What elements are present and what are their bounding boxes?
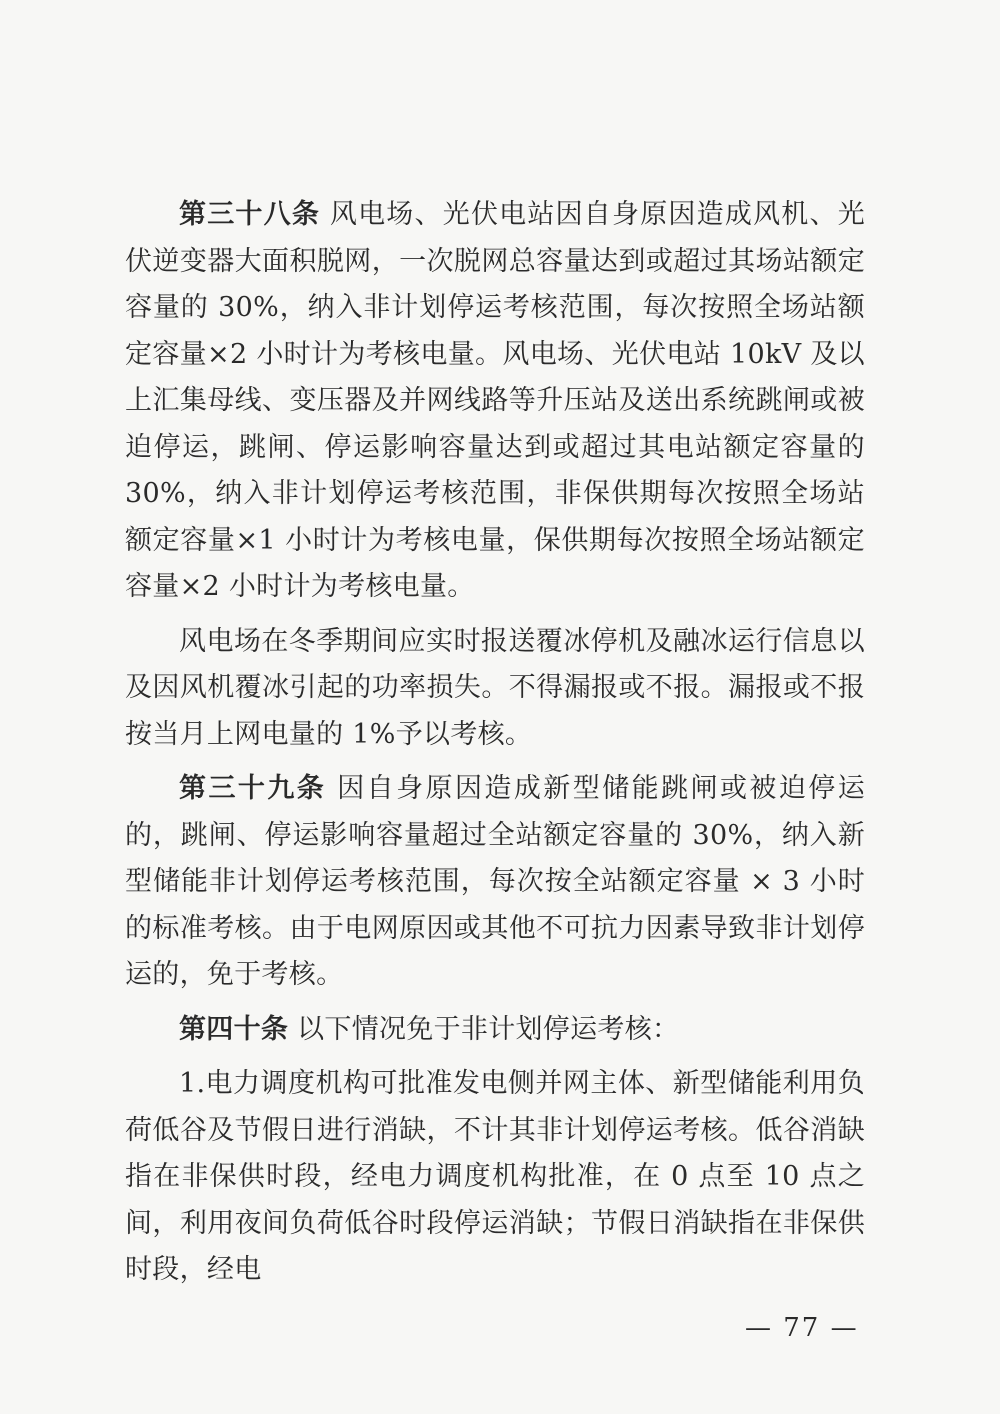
article-38-heading: 第三十八条: [179, 199, 321, 230]
article-39-gap: [326, 773, 337, 804]
article-38-body: 风电场、光伏电站因自身原因造成风机、光伏逆变器大面积脱网，一次脱网总容量达到或超过其场站额定容量的 30%，纳入非计划停运考核范围，每次按照全场站额定容量×2 小时计为考核电量。风电场、光伏电站 10kV 及以上汇集母线、变压器及并网线路等升压站及送出系统跳闸或被迫停运，跳闸、停运影响容量达到或超过其电站额定容量的 30%，纳入非计划停运考核范围，非保供期每次按照全场站额定容量×1 小时计为考核电量，保供期每次按照全场站额定容量×2 小时计为考核电量。: [125, 199, 866, 602]
article-40-paragraph: [125, 1007, 865, 1054]
article-40-gap: [288, 1014, 297, 1045]
article-39-paragraph: [125, 766, 865, 999]
article-39-heading: 第三十九条: [179, 773, 327, 804]
article-40-item-1: 1.电力调度机构可批准发电侧并网主体、新型储能利用负荷低谷及节假日进行消缺，不计其非计划停运考核。低谷消缺指在非保供时段，经电力调度机构批准，在 0 点至 10 点之间，利用夜间负荷低谷时段停运消缺；节假日消缺指在非保供时段，经电: [125, 1068, 865, 1285]
article-40-body: 以下情况免于非计划停运考核：: [297, 1013, 680, 1045]
article-38-gap: [320, 199, 330, 230]
article-38-paragraph: [125, 192, 865, 611]
article-40-heading: 第四十条: [179, 1013, 289, 1045]
page-number: — 77 —: [745, 1313, 859, 1343]
article-39-body: 因自身原因造成新型储能跳闸或被迫停运的，跳闸、停运影响容量超过全站额定容量的 30%，纳入新型储能非计划停运考核范围，每次按全站额定容量 × 3 小时的标准考核。由于电网原因或其他不可抗力因素导致非计划停运的，免于考核。: [125, 773, 866, 990]
document-body: [125, 192, 865, 1302]
article-38-second-paragraph: 风电场在冬季期间应实时报送覆冰停机及融冰运行信息以及因风机覆冰引起的功率损失。不得漏报或不报。漏报或不报按当月上网电量的 1%予以考核。: [125, 625, 865, 750]
